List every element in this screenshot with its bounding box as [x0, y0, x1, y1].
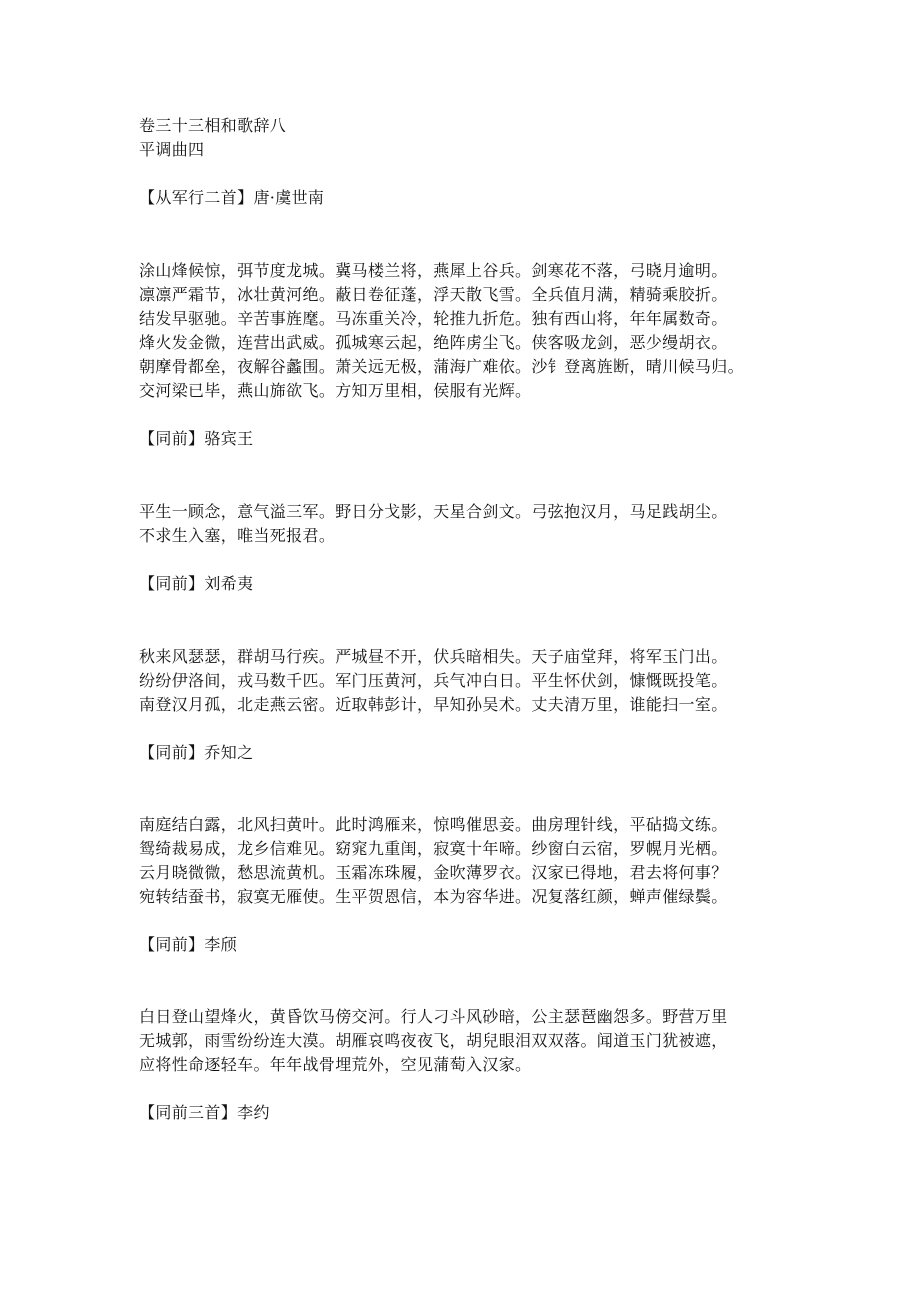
poem-line: 白日登山望烽火，黄昏饮马傍交河。行人刁斗风砂暗，公主瑟琶幽怨多。野营万里	[139, 1007, 728, 1026]
poem-line: 秋来风瑟瑟，群胡马行疾。严城昼不开，伏兵暗相失。天子庙堂拜，将军玉门出。	[139, 647, 728, 666]
poem-line: 鸳绮裁易成，龙乡信难见。窈窕九重闺，寂寞十年啼。纱窗白云宿，罗幌月光栖。	[139, 839, 728, 858]
section-heading: 平调曲四	[139, 140, 205, 159]
poem-title: 【同前】李颀	[139, 935, 238, 954]
poem-line: 烽火发金微，连营出武威。孤城寒云起，绝阵虏尘飞。侠客吸龙剑，恶少缦胡衣。	[139, 333, 728, 352]
poem-line: 云月晓微微，愁思流黄机。玉霜冻珠履，金吹薄罗衣。汉家已得地，君去将何事？	[139, 863, 728, 882]
poem-line: 无城郭，雨雪纷纷连大漠。胡雁哀鸣夜夜飞，胡兒眼泪双双落。闻道玉门犹被遮，	[139, 1031, 728, 1050]
poem-line: 南登汉月孤，北走燕云密。近取韩彭计，早知孙吴术。丈夫清万里，谁能扫一室。	[139, 695, 728, 714]
poem-line: 纷纷伊洛间，戎马数千匹。军门压黄河，兵气冲白日。平生怀伏剑，慷慨既投笔。	[139, 671, 728, 690]
poem-line: 应将性命逐轻车。年年战骨埋荒外，空见蒲萄入汉家。	[139, 1055, 532, 1074]
poem-line: 宛转结蚕书，寂寞无雁使。生平贺恩信，本为容华进。况复落红颜，蝉声催绿鬓。	[139, 887, 728, 906]
poem-line: 交河梁已毕，燕山旆欲飞。方知万里相，侯服有光辉。	[139, 381, 532, 400]
poem-line: 结发早驱驰。辛苦事旌麾。马冻重关冷，轮推九折危。独有西山将，年年属数奇。	[139, 309, 728, 328]
poem-line: 涂山烽候惊，弭节度龙城。冀马楼兰将，燕犀上谷兵。剑寒花不落，弓晓月逾明。	[139, 261, 728, 280]
volume-heading: 卷三十三相和歌辞八	[139, 116, 287, 135]
poem-line: 不求生入塞，唯当死报君。	[139, 526, 336, 545]
poem-title: 【从军行二首】唐·虞世南	[139, 188, 325, 207]
poem-line: 南庭结白露，北风扫黄叶。此时鸿雁来，惊鸣催思妾。曲房理针线，平砧捣文练。	[139, 815, 728, 834]
poem-line: 朝摩骨都垒，夜解谷蠡围。萧关远无极，蒲海广难依。沙钅登离旌断，晴川候马归。	[139, 357, 744, 376]
poem-title: 【同前】乔知之	[139, 743, 254, 762]
poem-title: 【同前】骆宾王	[139, 429, 254, 448]
poem-line: 凛凛严霜节，冰壮黄河绝。蔽日卷征蓬，浮天散飞雪。全兵值月满，精骑乘胶折。	[139, 285, 728, 304]
poem-line: 平生一顾念，意气溢三军。野日分戈影，天星合剑文。弓弦抱汉月，马足践胡尘。	[139, 502, 728, 521]
poem-title: 【同前三首】李约	[139, 1103, 270, 1122]
poem-title: 【同前】刘希夷	[139, 574, 254, 593]
